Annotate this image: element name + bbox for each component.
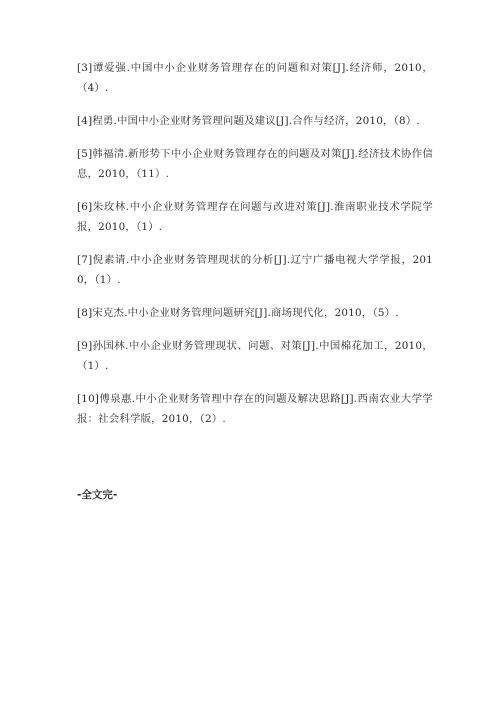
reference-item-7: [7]倪素请.中小企业财务管理现状的分析[J].辽宁广播电视大学学报，2010，（1）. [77, 254, 433, 286]
reference-item-3: [3]谭爱强.中国中小企业财务管理存在的问题和对策[J].经济师，2010，（4）. [77, 62, 433, 94]
reference-item-10: [10]傅泉惠.中小企业财务管理中存在的问题及解决思路[J].西南农业大学学报：社会科学版，2010，（2）. [77, 393, 433, 425]
end-of-text-mark: -全文完- [77, 489, 118, 501]
reference-item-4: [4]程勇.中国中小企业财务管理问题及建议[J].合作与经济，2010，（8）. [77, 115, 420, 127]
reference-item-8: [8]宋克杰.中小企业财务管理问题研究[J].商场现代化，2010，（5）. [77, 307, 399, 319]
reference-item-5: [5]韩福清.新形势下中小企业财务管理存在的问题及对策[J].经济技术协作信息，2010，（11）. [77, 148, 433, 180]
reference-item-9: [9]孙国林.中小企业财务管理现状、问题、对策[J].中国棉花加工，2010，（1）. [77, 340, 433, 372]
reference-item-6: [6]朱玫林.中小企业财务管理存在问题与改进对策[J].淮南职业技术学院学报，2010，（1）. [77, 201, 433, 233]
reference-list [77, 58, 433, 442]
